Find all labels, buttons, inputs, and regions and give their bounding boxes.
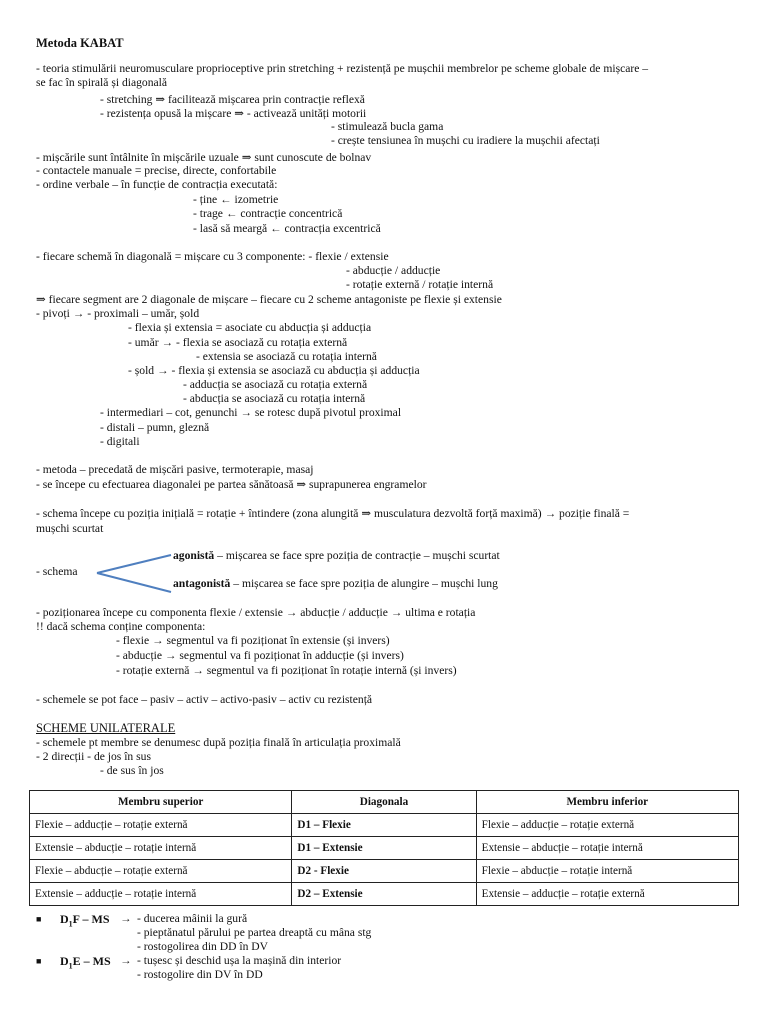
square-bullet-icon: ■ — [36, 956, 42, 966]
text-line: ⇒ fiecare segment are 2 diagonale de mișcare – fiecare cu 2 scheme antagoniste pe flexie și extensie — [36, 293, 502, 306]
text-line: - schemele pt membre se denumesc după poziția finală în articulația proximală — [36, 736, 401, 749]
table-cell: Extensie – abducție – rotație internă — [476, 837, 738, 860]
text-line: - abducție / adducție — [346, 264, 441, 277]
bullet-label — [60, 954, 111, 973]
bullet-label-main: D — [60, 954, 69, 968]
antagonist-text: – mișcarea se face spre poziția de alungire – mușchi lung — [233, 577, 498, 590]
table-row — [30, 814, 739, 837]
text-line: mușchi scurtat — [36, 522, 104, 535]
text-line: - schemele se pot face – pasiv – activ – activo-pasiv – activ cu rezistență — [36, 693, 373, 706]
diagonals-table — [29, 790, 739, 906]
agonist-text: – mișcarea se face spre poziția de contracție – mușchi scurtat — [217, 549, 500, 562]
text-line: - flexia și extensia = asociate cu abducția și adducția — [128, 321, 372, 334]
square-bullet-icon: ■ — [36, 914, 42, 924]
bullet-label-sub: 1 — [68, 961, 73, 971]
antagonist-label: antagonistă — [173, 577, 231, 590]
text-line: - stretching ⇒ facilitează mișcarea prin contracție reflexă — [100, 93, 365, 106]
text-line: - crește tensiunea în mușchi cu iradiere la mușchii afectați — [331, 134, 600, 147]
table-row — [30, 883, 739, 906]
agonist-line — [173, 549, 500, 563]
text-line: - se începe cu efectuarea diagonalei pe partea sănătoasă ⇒ suprapunerea engramelor — [36, 478, 427, 491]
bullet-label-rest: F – MS — [72, 912, 110, 926]
document-title: Metoda KABAT — [36, 36, 124, 50]
text-line: - 2 direcții - de jos în sus — [36, 750, 151, 763]
header-cell: Membru inferior — [476, 791, 738, 814]
table-cell: D1 – Extensie — [292, 837, 476, 860]
text-line: se fac în spirală și diagonală — [36, 76, 168, 89]
table-cell: D1 – Flexie — [292, 814, 476, 837]
text-line: - fiecare schemă în diagonală = mișcare cu 3 componente: - flexie / extensie — [36, 250, 389, 263]
branch-arrows-icon — [95, 552, 175, 598]
text-line: - digitali — [100, 435, 140, 448]
header-cell: Membru superior — [30, 791, 292, 814]
text-line: - metoda – precedată de mișcări pasive, termoterapie, masaj — [36, 463, 314, 476]
table-cell: Flexie – abducție – rotație externă — [30, 860, 292, 883]
text-line: - abducția se asociază cu rotația internă — [183, 392, 366, 405]
text-line: - flexie → segmentul va fi poziționat în extensie (și invers) — [116, 634, 390, 647]
table-cell: Extensie – adducție – rotație externă — [476, 883, 738, 906]
bullet-item: - rostogolire din DV în DD — [137, 968, 263, 981]
text-line: - umăr → - flexia se asociază cu rotația externă — [128, 336, 348, 349]
text-line: - trage ← contracție concentrică — [193, 207, 343, 220]
text-line: - pivoți → - proximali – umăr, șold — [36, 307, 200, 320]
text-line: - distali – pumn, gleznă — [100, 421, 210, 434]
text-line: - teoria stimulării neuromusculare proprioceptive prin stretching + rezistență pe mușchii membrelor pe scheme globale de mișcare – — [36, 62, 649, 75]
bullet-item: - tușesc și deschid ușa la mașină din interior — [137, 954, 342, 967]
antagonist-line — [173, 577, 498, 591]
text-line: - șold → - flexia și extensia se asociază cu abducția și adducția — [128, 364, 420, 377]
text-line: - contactele manuale = precise, directe, confortabile — [36, 164, 277, 177]
arrow-icon: → — [120, 912, 132, 925]
text-line: - ține ← izometrie — [193, 193, 279, 206]
text-line: - rotație externă / rotație internă — [346, 278, 494, 291]
table-cell: Flexie – adducție – rotație externă — [30, 814, 292, 837]
text-line: - lasă să meargă ← contracția excentrică — [193, 222, 381, 235]
table-cell: D2 – Extensie — [292, 883, 476, 906]
text-line: - mișcările sunt întâlnite în mișcările uzuale ⇒ sunt cunoscute de bolnav — [36, 151, 372, 164]
section-heading: SCHEME UNILATERALE — [36, 721, 176, 735]
table-cell: D2 - Flexie — [292, 860, 476, 883]
bullet-label-sub: 1 — [68, 919, 73, 929]
bullet-item: - ducerea mâinii la gură — [137, 912, 248, 925]
text-line: - intermediari – cot, genunchi → se rotesc după pivotul proximal — [100, 406, 402, 419]
text-line: - ordine verbale – în funcție de contracția executată: — [36, 178, 278, 191]
bullet-item: - pieptănatul părului pe partea dreaptă cu mâna stg — [137, 926, 372, 939]
table-header-row — [30, 791, 739, 814]
header-cell: Diagonala — [292, 791, 476, 814]
text-line: - adducția se asociază cu rotația externă — [183, 378, 368, 391]
table-cell: Extensie – adducție – rotație internă — [30, 883, 292, 906]
table-cell: Flexie – adducție – rotație externă — [476, 814, 738, 837]
table-cell: Flexie – abducție – rotație internă — [476, 860, 738, 883]
bullet-label-main: D — [60, 912, 69, 926]
text-line: - stimulează bucla gama — [331, 120, 444, 133]
text-line: - poziționarea începe cu componenta flexie / extensie → abducție / adducție → ultima e rotația — [36, 606, 476, 619]
text-line: - rotație externă → segmentul va fi poziționat în rotație internă (și invers) — [116, 664, 457, 677]
text-line: - schema — [36, 565, 78, 578]
bullet-label-rest: E – MS — [72, 954, 111, 968]
text-line: - schema începe cu poziția inițială = rotație + întindere (zona alungită ⇒ musculatura dezvoltă forță maximă) → poziție finală = — [36, 507, 630, 520]
text-line: !! dacă schema conține componenta: — [36, 620, 206, 633]
arrow-icon: → — [120, 954, 132, 967]
text-line: - rezistența opusă la mișcare ⇒ - activează unități motorii — [100, 107, 367, 120]
text-line: - abducție → segmentul va fi poziționat în adducție (și invers) — [116, 649, 404, 662]
table-cell: Extensie – abducție – rotație internă — [30, 837, 292, 860]
agonist-label: agonistă — [173, 549, 215, 562]
text-line: - de sus în jos — [100, 764, 164, 777]
bullet-item: - rostogolirea din DD în DV — [137, 940, 269, 953]
text-line: - extensia se asociază cu rotația internă — [196, 350, 377, 363]
table-row — [30, 837, 739, 860]
bullet-label — [60, 912, 110, 931]
table-row — [30, 860, 739, 883]
